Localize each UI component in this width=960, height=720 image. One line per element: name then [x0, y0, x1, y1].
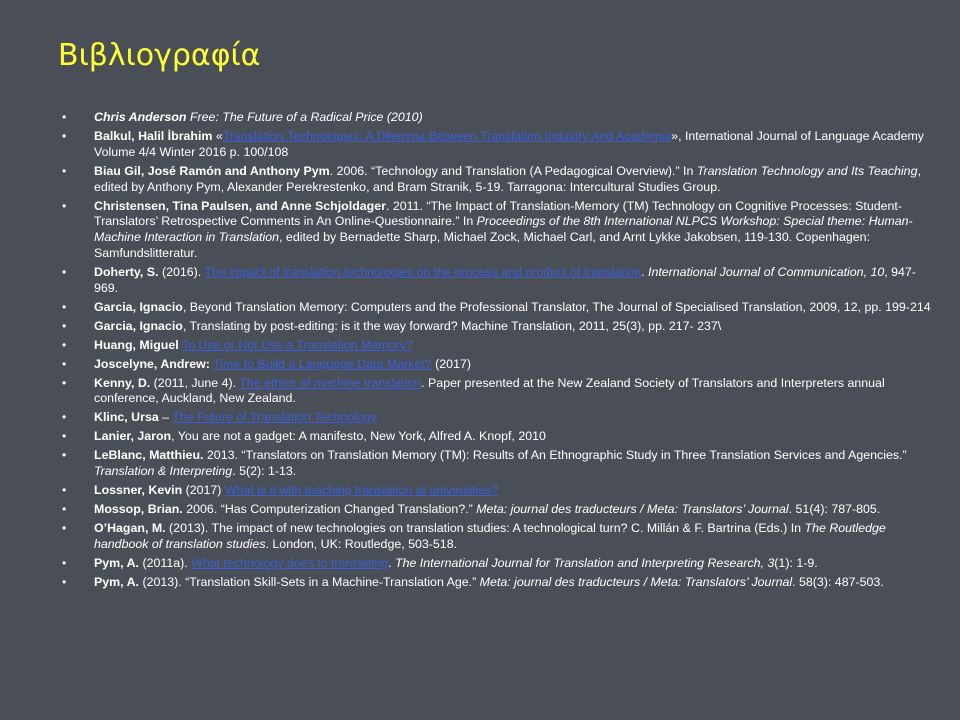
- reference-link[interactable]: What technology does to translating: [191, 555, 389, 570]
- reference-link[interactable]: Translation Technologies: A Dilemma Between Translation Industry And Academia: [222, 128, 672, 143]
- reference-item: [62, 483, 932, 499]
- reference-author: Balkul, Halil İbrahim: [94, 128, 213, 143]
- reference-author: Pym, A.: [94, 574, 139, 589]
- reference-author: Garcia, Ignacio: [94, 318, 183, 333]
- reference-item: [62, 502, 932, 518]
- reference-link[interactable]: To Use or Not Use a Translation Memory?: [181, 337, 413, 352]
- reference-text: . 58(3): 487-503.: [792, 574, 884, 589]
- reference-text: . London, UK: Routledge, 503-518.: [265, 536, 458, 551]
- reference-text: (2016).: [158, 264, 205, 279]
- reference-text: (2011a).: [139, 555, 192, 570]
- reference-item: [62, 429, 932, 445]
- reference-link[interactable]: What is it with teaching translation at universities?: [224, 483, 499, 498]
- reference-item: [62, 319, 932, 335]
- reference-item: [62, 265, 932, 297]
- reference-text: , Translating by post-editing: is it the way forward? Machine Translation, 2011, 25(3), pp. 217- 237\: [182, 318, 722, 333]
- reference-author: Christensen, Tina Paulsen, and Anne Schjoldager: [94, 198, 386, 213]
- reference-text: .: [641, 264, 648, 279]
- reference-text: , 947-969.: [94, 264, 916, 295]
- reference-text: », International Journal of Language Academy Volume 4/4 Winter 2016 p. 100/108: [94, 128, 924, 159]
- reference-italic-text: The Routledge handbook of translation studies: [94, 521, 886, 551]
- reference-italic-text: The International Journal for Translation and Interpreting Research, 3: [395, 555, 775, 570]
- reference-author: Huang, Miguel: [94, 337, 179, 352]
- reference-text: –: [158, 410, 173, 425]
- reference-italic-text: Translation & Interpreting: [94, 464, 233, 479]
- reference-author: Garcia, Ignacio: [94, 299, 183, 314]
- reference-text: . 51(4): 787-805.: [788, 502, 881, 517]
- reference-item: [62, 110, 932, 126]
- reference-item: [62, 448, 932, 480]
- reference-author: Lanier, Jaron: [94, 429, 172, 444]
- reference-author: Biau Gil, José Ramón and Anthony Pym: [94, 163, 330, 178]
- reference-italic-text: Translation Technology and Its Teaching: [696, 163, 918, 178]
- reference-item: [62, 556, 932, 572]
- reference-italic-text: Meta: journal des traducteurs / Meta: Translators’ Journal: [479, 574, 793, 589]
- reference-text: , Beyond Translation Memory: Computers and the Professional Translator, The Journal of Specialised Translation, 2009, 12, pp. 199-214: [182, 299, 931, 314]
- reference-item: [62, 129, 932, 161]
- reference-author: Joscelyne, Andrew:: [94, 356, 210, 371]
- reference-text: «: [212, 128, 223, 143]
- reference-item: [62, 357, 932, 373]
- reference-italic-text: Free: The Future of a Radical Price (2010): [186, 110, 423, 124]
- reference-link[interactable]: The ethics of machine translation: [239, 375, 422, 390]
- reference-item: [62, 164, 932, 196]
- reference-text: . 5(2): 1-13.: [232, 464, 297, 479]
- reference-text: 2006. “Has Computerization Changed Translation?.”: [182, 502, 477, 517]
- reference-italic-text: International Journal of Communication, 10: [648, 264, 885, 279]
- reference-text: (2013). “Translation Skill-Sets in a Machine-Translation Age.”: [139, 574, 480, 589]
- reference-link[interactable]: Time to Build a Language Data Market?: [213, 356, 432, 371]
- reference-text: , edited by Bernadette Sharp, Michael Zock, Michael Carl, and Arnt Lykke Jakobsen, 119-130. Copenhagen: Samfundslitteratur.: [94, 230, 871, 260]
- reference-item: [62, 521, 932, 553]
- reference-item: [62, 338, 932, 354]
- reference-text: . 2006. “Technology and Translation (A Pedagogical Overview).” In: [329, 163, 697, 178]
- reference-author: O’Hagan, M.: [94, 521, 166, 536]
- reference-link[interactable]: The Future of Translation Technology: [172, 410, 377, 425]
- reference-author: Mossop, Brian.: [94, 502, 183, 517]
- reference-italic-text: Meta: journal des traducteurs / Meta: Translators’ Journal: [476, 502, 789, 517]
- reference-text: 2013. “Translators on Translation Memory (TM): Results of An Ethnographic Study in Three Translation Services and Agencies.”: [203, 448, 907, 463]
- reference-item: [62, 575, 932, 591]
- reference-text: (2013). The impact of new technologies on translation studies: A technological turn? C. Millán & F. Bartrina (Eds.) In: [165, 521, 805, 536]
- reference-item: [62, 199, 932, 262]
- slide-title: Βιβλιογραφία: [58, 38, 261, 73]
- reference-text: (2017): [431, 356, 471, 371]
- reference-author: Pym, A.: [94, 555, 139, 570]
- reference-author: Klinc, Ursa: [94, 410, 159, 425]
- reference-italic-text: Proceedings of the 8th International NLPCS Workshop: Special theme: Human-Machine Interaction in Translation: [94, 214, 913, 245]
- reference-author: Kenny, D.: [94, 375, 151, 390]
- reference-author: Doherty, S.: [94, 264, 159, 279]
- reference-author: Chris Anderson: [94, 110, 187, 124]
- reference-text: .: [388, 555, 396, 570]
- reference-item: [62, 410, 932, 426]
- reference-link[interactable]: The impact of translation technologies on the process and product of translation: [204, 264, 642, 279]
- reference-text: (1): 1-9.: [774, 555, 818, 570]
- reference-text: . Paper presented at the New Zealand Society of Translators and Interpreters annual conference, Auckland, New Zealand.: [94, 375, 885, 406]
- reference-item: [62, 300, 932, 316]
- reference-text: (2011, June 4).: [150, 375, 240, 390]
- reference-text: . 2011. “The Impact of Translation-Memory (TM) Technology on Cognitive Processes: Student-Translators’ Retrospective Comments in An Online-Questionnaire.” In: [94, 198, 902, 229]
- reference-text: , You are not a gadget: A manifesto, New York, Alfred A. Knopf, 2010: [171, 429, 546, 444]
- reference-text: (2017): [182, 483, 225, 498]
- reference-list: [62, 110, 932, 594]
- reference-text: , edited by Anthony Pym, Alexander Perekrestenko, and Bram Stranik, 5-19. Tarragona: Intercultural Studies Group.: [94, 163, 921, 194]
- reference-author: LeBlanc, Matthieu.: [94, 448, 204, 463]
- reference-author: Lossner, Kevin: [94, 483, 183, 498]
- reference-item: [62, 376, 932, 408]
